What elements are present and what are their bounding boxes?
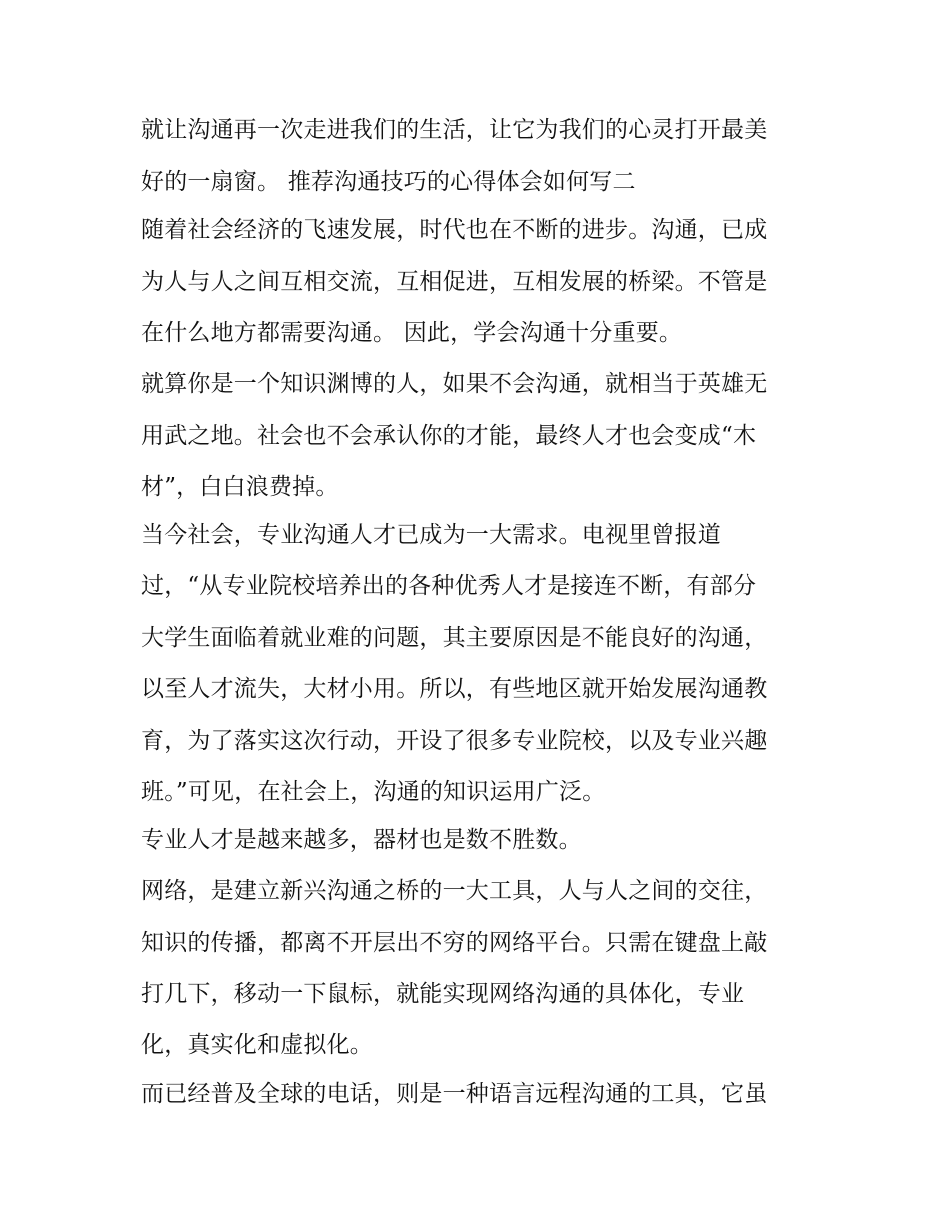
text-line: 过，“从专业院校培养出的各种优秀人才是接连不断，有部分	[141, 573, 757, 599]
text-line: 育，为了落实这次行动，开设了很多专业院校，以及专业兴趣	[141, 728, 768, 754]
text-line: 为人与人之间互相交流，互相促进，互相发展的桥梁。不管是	[141, 269, 768, 295]
text-line: 用武之地。社会也不会承认你的才能，最终人才也会变成“木	[141, 423, 757, 449]
text-line: 就算你是一个知识渊博的人，如果不会沟通，就相当于英雄无	[141, 371, 768, 397]
text-line: 化，真实化和虚拟化。	[141, 1032, 373, 1058]
text-line: 当今社会，专业沟通人才已成为一大需求。电视里曾报道	[141, 522, 721, 548]
text-line: 就让沟通再一次走进我们的生活，让它为我们的心灵打开最美	[141, 117, 768, 143]
text-line: 大学生面临着就业难的问题，其主要原因是不能良好的沟通，	[141, 625, 768, 651]
text-line: 以至人才流失，大材小用。所以，有些地区就开始发展沟通教	[141, 676, 768, 702]
text-line: 随着社会经济的飞速发展，时代也在不断的进步。沟通，已成	[141, 217, 768, 243]
text-line: 好的一扇窗。 推荐沟通技巧的心得体会如何写二	[141, 169, 636, 195]
text-line: 知识的传播，都离不开层出不穷的网络平台。只需在键盘上敲	[141, 930, 768, 956]
text-line: 打几下，移动一下鼠标，就能实现网络沟通的具体化，专业	[141, 981, 745, 1007]
text-line: 在什么地方都需要沟通。 因此，学会沟通十分重要。	[141, 320, 683, 346]
text-line: 班。”可见，在社会上，沟通的知识运用广泛。	[141, 779, 606, 805]
text-line: 网络，是建立新兴沟通之桥的一大工具，人与人之间的交往，	[141, 878, 768, 904]
text-line: 而已经普及全球的电话，则是一种语言远程沟通的工具，它虽	[141, 1081, 768, 1107]
text-line: 专业人才是越来越多，器材也是数不胜数。	[141, 827, 582, 853]
text-line: 材”，白白浪费掉。	[141, 474, 339, 500]
